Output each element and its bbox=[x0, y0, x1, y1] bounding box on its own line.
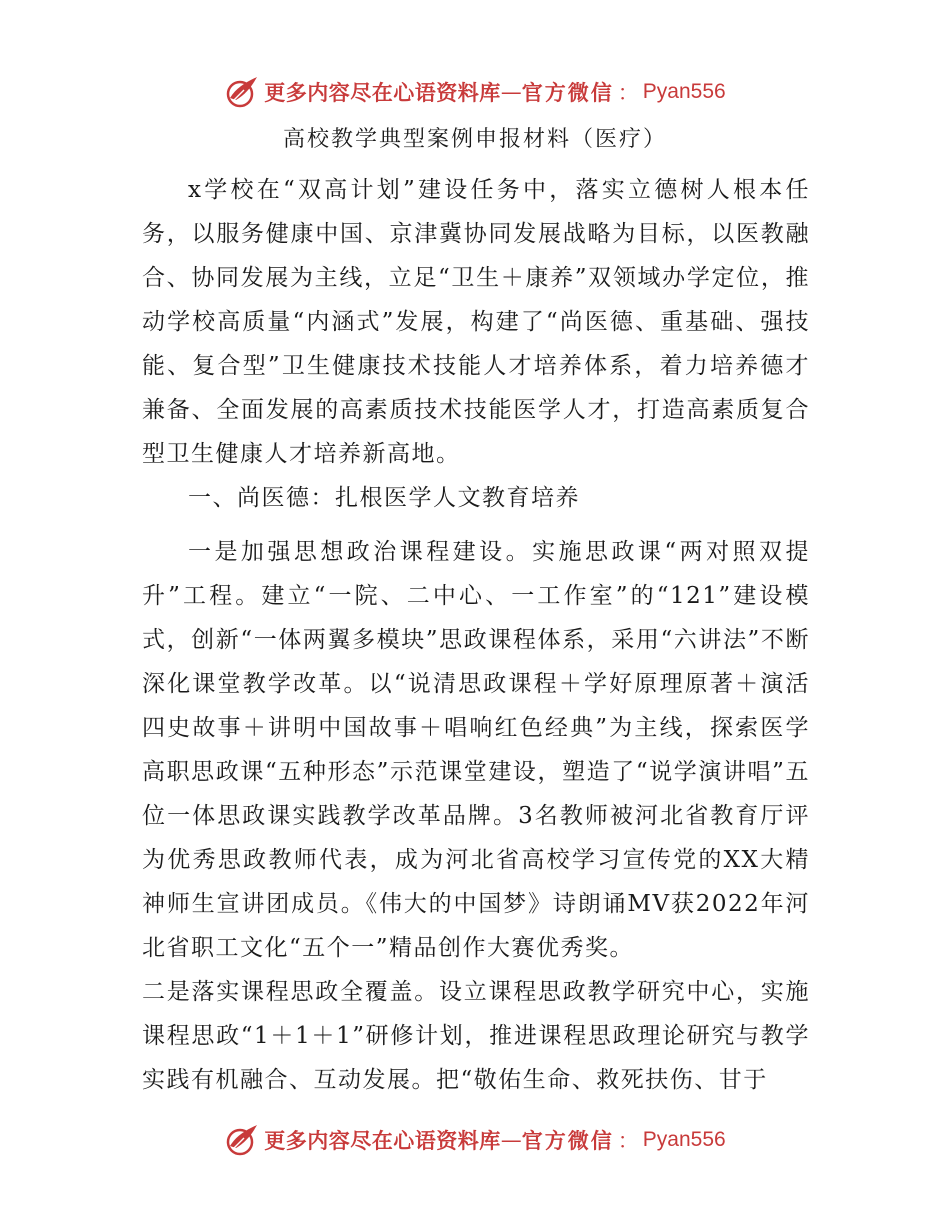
section-heading: 一、尚医德：扎根医学人文教育培养 bbox=[188, 485, 580, 511]
document-title: 高校教学典型案例申报材料（医疗） bbox=[282, 127, 667, 152]
intro-paragraph: x学校在“双高计划”建设任务中，落实立德树人根本任务，以服务健康中国、京津冀协同发展战略为目标，以医教融合、协同发展为主线，立足“卫生＋康养”双领域办学定位，推动学校高质量“内涵式”发展，构建了“尚医德、重基础、强技能、复合型”卫生健康技术技能人才培养体系，着力培养德才兼备、全面发展的高素质技术技能医学人才，打造高素质复合型卫生健康人才培养新高地。 bbox=[142, 177, 810, 467]
intro-block bbox=[142, 168, 810, 476]
watermark-banner-bottom bbox=[0, 1120, 950, 1160]
quill-logo-icon bbox=[224, 74, 260, 110]
watermark-main-text: 更多内容尽在心语资料库 bbox=[264, 81, 501, 105]
watermark-official-label: 官方微信 bbox=[521, 1129, 614, 1153]
watermark-wechat-id: Pyan556 bbox=[642, 1128, 726, 1151]
paragraph-course-coverage: 二是落实课程思政全覆盖。设立课程思政教学研究中心，实施课程思政“1＋1＋1”研修计划，推进课程思政理论研究与教学实践有机融合、互动发展。把“敬佑生命、救死扶伤、甘于 bbox=[142, 979, 810, 1093]
watermark-main-text: 更多内容尽在心语资料库 bbox=[264, 1129, 501, 1153]
watermark-colon: ： bbox=[617, 81, 639, 105]
section-heading-block bbox=[142, 476, 810, 520]
watermark-official-label: 官方微信 bbox=[521, 81, 614, 105]
watermark-colon: ： bbox=[617, 1129, 639, 1153]
watermark-banner-top bbox=[0, 72, 950, 112]
watermark-separator: — bbox=[500, 1128, 522, 1152]
watermark-separator: — bbox=[500, 80, 522, 104]
section-body bbox=[142, 530, 810, 1102]
watermark-wechat-id: Pyan556 bbox=[642, 80, 726, 103]
quill-logo-icon bbox=[224, 1122, 260, 1158]
paragraph-ideological-courses: 一是加强思想政治课程建设。实施思政课“两对照双提升”工程。建立“一院、二中心、一工作室”的“121”建设模式，创新“一体两翼多模块”思政课程体系，采用“六讲法”不断深化课堂教学改革。以“说清思政课程＋学好原理原著＋演活四史故事＋讲明中国故事＋唱响红色经典”为主线，探索医学高职思政课“五种形态”示范课堂建设，塑造了“说学演讲唱”五位一体思政课实践教学改革品牌。3名教师被河北省教育厅评为优秀思政教师代表，成为河北省高校学习宣传党的XX大精神师生宣讲团成员。《伟大的中国梦》诗朗诵MV获2022年河北省职工文化“五个一”精品创作大赛优秀奖。 bbox=[142, 539, 810, 961]
